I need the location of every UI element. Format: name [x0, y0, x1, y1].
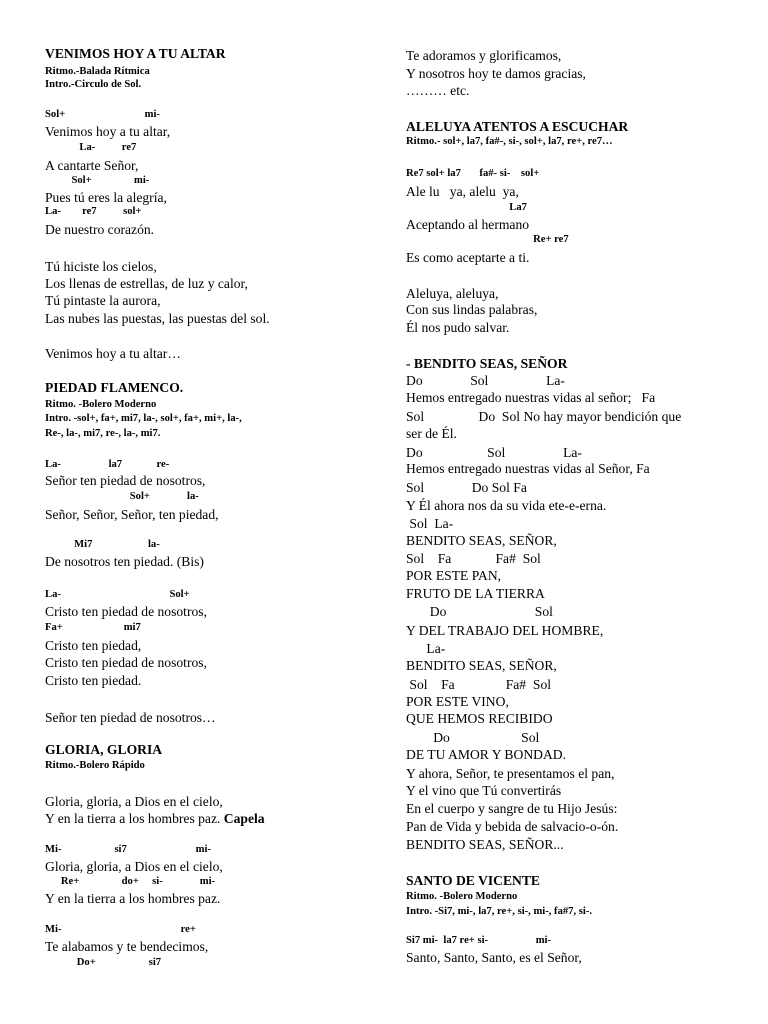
song-meta-line: Ritmo.-Balada Rítmica	[45, 66, 150, 77]
chord-line: Mi- si7 mi-	[45, 844, 211, 855]
song-meta-line: Intro.-Circulo de Sol.	[45, 79, 142, 90]
lyric-line: Sol Fa Fa# Sol	[406, 551, 541, 566]
chord-line: Fa+ mi7	[45, 622, 141, 633]
song-title: VENIMOS HOY A TU ALTAR	[45, 46, 226, 61]
lyric-line: BENDITO SEAS, SEÑOR,	[406, 658, 557, 673]
chord-line: La- re7 sol+	[45, 206, 142, 217]
chord-line: Re7 sol+ la7 fa#- si- sol+	[406, 168, 540, 179]
lyric-line: Do Sol	[406, 730, 540, 745]
lyric-line: Ale lu ya, alelu ya,	[406, 184, 519, 199]
song-meta-line: Ritmo.-Bolero Rápido	[45, 760, 145, 771]
lyric-line: Y DEL TRABAJO DEL HOMBRE,	[406, 623, 604, 638]
lyric-line: De nosotros ten piedad. (Bis)	[45, 554, 204, 569]
lyric-line: Los llenas de estrellas, de luz y calor,	[45, 276, 248, 291]
lyric-line: Santo, Santo, Santo, es el Señor,	[406, 950, 582, 965]
lyric-line	[45, 812, 265, 826]
lyric-line: ……… etc.	[406, 83, 470, 98]
lyric-line: Do Sol	[406, 604, 553, 619]
lyric-line: QUE HEMOS RECIBIDO	[406, 711, 553, 726]
lyric-line: Él nos pudo salvar.	[406, 320, 510, 335]
lyric-line: Aceptando al hermano	[406, 217, 530, 232]
chord-line: La- Sol+	[45, 589, 190, 600]
lyric-line: POR ESTE VINO,	[406, 694, 509, 709]
lyric-line: Es como aceptarte a ti.	[406, 250, 530, 265]
lyric-line: Cristo ten piedad,	[45, 638, 142, 653]
lyric-line: Sol Do Sol No hay mayor bendición que	[406, 409, 682, 424]
lyric-line: Sol La-	[406, 516, 454, 531]
lyric-line: La-	[406, 641, 446, 656]
lyric-line: Señor ten piedad de nosotros,	[45, 473, 206, 488]
capela-label: Capela	[223, 811, 265, 826]
song-meta-line: Intro. -Si7, mi-, la7, re+, si-, mi-, fa#7, si-.	[406, 906, 593, 917]
lyric-line: ser de Él.	[406, 426, 457, 441]
song-title: ALELUYA ATENTOS A ESCUCHAR	[406, 119, 629, 134]
song-meta-line: Re-, la-, mi7, re-, la-, mi7.	[45, 428, 161, 439]
lyric-line: Pues tú eres la alegría,	[45, 190, 167, 205]
lyric-line: POR ESTE PAN,	[406, 568, 502, 583]
chord-line: Mi7 la-	[45, 539, 160, 550]
lyric-line: Cristo ten piedad de nosotros,	[45, 604, 207, 619]
chord-line: La7	[406, 202, 527, 213]
song-meta-line: Ritmo. -Bolero Moderno	[45, 399, 157, 410]
chord-line: Sol+ la-	[45, 491, 199, 502]
lyric-line: Con sus lindas palabras,	[406, 302, 538, 317]
song-title: SANTO DE VICENTE	[406, 873, 540, 888]
lyric-line: Venimos hoy a tu altar,	[45, 124, 171, 139]
lyric-line: Y ahora, Señor, te presentamos el pan,	[406, 766, 615, 781]
chord-line: Mi- re+	[45, 924, 196, 935]
lyric-line: DE TU AMOR Y BONDAD.	[406, 747, 566, 762]
lyric-line: Gloria, gloria, a Dios en el cielo,	[45, 859, 223, 874]
lyric-line: Sol Fa Fa# Sol	[406, 677, 552, 692]
lyric-line: Cristo ten piedad.	[45, 673, 142, 688]
chord-line: Do+ si7	[45, 957, 162, 968]
chord-line: Re+ re7	[406, 234, 569, 245]
chord-line: Si7 mi- la7 re+ si- mi-	[406, 935, 552, 946]
lyric-line: Gloria, gloria, a Dios en el cielo,	[45, 794, 223, 809]
lyric-line: Y en la tierra a los hombres paz.	[45, 891, 221, 906]
chord-line: La- re7	[45, 142, 137, 153]
song-meta-line: Ritmo.- sol+, la7, fa#-, si-, sol+, la7, re+, re7…	[406, 136, 613, 147]
song-title: PIEDAD FLAMENCO.	[45, 380, 184, 395]
song-title: GLORIA, GLORIA	[45, 742, 163, 757]
lyric-line: Y el vino que Tú convertirás	[406, 783, 562, 798]
lyric-line: Sol Do Sol Fa	[406, 480, 527, 495]
lyric-line: Do Sol La-	[406, 373, 565, 388]
lyric-line: Cristo ten piedad de nosotros,	[45, 655, 207, 670]
lyric-line: A cantarte Señor,	[45, 158, 139, 173]
lyric-line: Do Sol La-	[406, 445, 582, 460]
song-title: - BENDITO SEAS, SEÑOR	[406, 356, 568, 371]
song-meta-line: Intro. -sol+, fa+, mi7, la-, sol+, fa+, mi+, la-,	[45, 413, 242, 424]
lyric-line: Te adoramos y glorificamos,	[406, 48, 562, 63]
chord-line: Sol+ mi-	[45, 109, 160, 120]
song-meta-line: Ritmo. -Bolero Moderno	[406, 891, 518, 902]
lyric-text: Y en la tierra a los hombres paz.	[45, 811, 224, 826]
lyric-line: BENDITO SEAS, SEÑOR,	[406, 533, 557, 548]
lyric-line: FRUTO DE LA TIERRA	[406, 586, 545, 601]
lyric-line: De nuestro corazón.	[45, 222, 155, 237]
lyric-line: Pan de Vida y bebida de salvacio-o-ón.	[406, 819, 619, 834]
lyric-line: Señor, Señor, Señor, ten piedad,	[45, 507, 219, 522]
lyric-line: Aleluya, aleluya,	[406, 286, 499, 301]
lyric-line: Señor ten piedad de nosotros…	[45, 710, 216, 725]
chord-line: Sol+ mi-	[45, 175, 150, 186]
lyric-line: Las nubes las puestas, las puestas del sol.	[45, 311, 270, 326]
lyric-line: Y Él ahora nos da su vida ete-e-erna.	[406, 498, 607, 513]
lyric-line: En el cuerpo y sangre de tu Hijo Jesús:	[406, 801, 618, 816]
lyric-line: Venimos hoy a tu altar…	[45, 346, 181, 361]
lyric-line: Hemos entregado nuestras vidas al Señor, Fa	[406, 461, 650, 476]
lyric-line: Tú hiciste los cielos,	[45, 259, 157, 274]
chord-line: La- la7 re-	[45, 459, 170, 470]
lyric-line: BENDITO SEAS, SEÑOR...	[406, 837, 564, 852]
lyric-line: Hemos entregado nuestras vidas al señor; Fa	[406, 390, 656, 405]
lyric-line: Tú pintaste la aurora,	[45, 293, 161, 308]
chord-line: Re+ do+ si- mi-	[45, 876, 216, 887]
lyric-line: Te alabamos y te bendecimos,	[45, 939, 209, 954]
lyric-line: Y nosotros hoy te damos gracias,	[406, 66, 586, 81]
